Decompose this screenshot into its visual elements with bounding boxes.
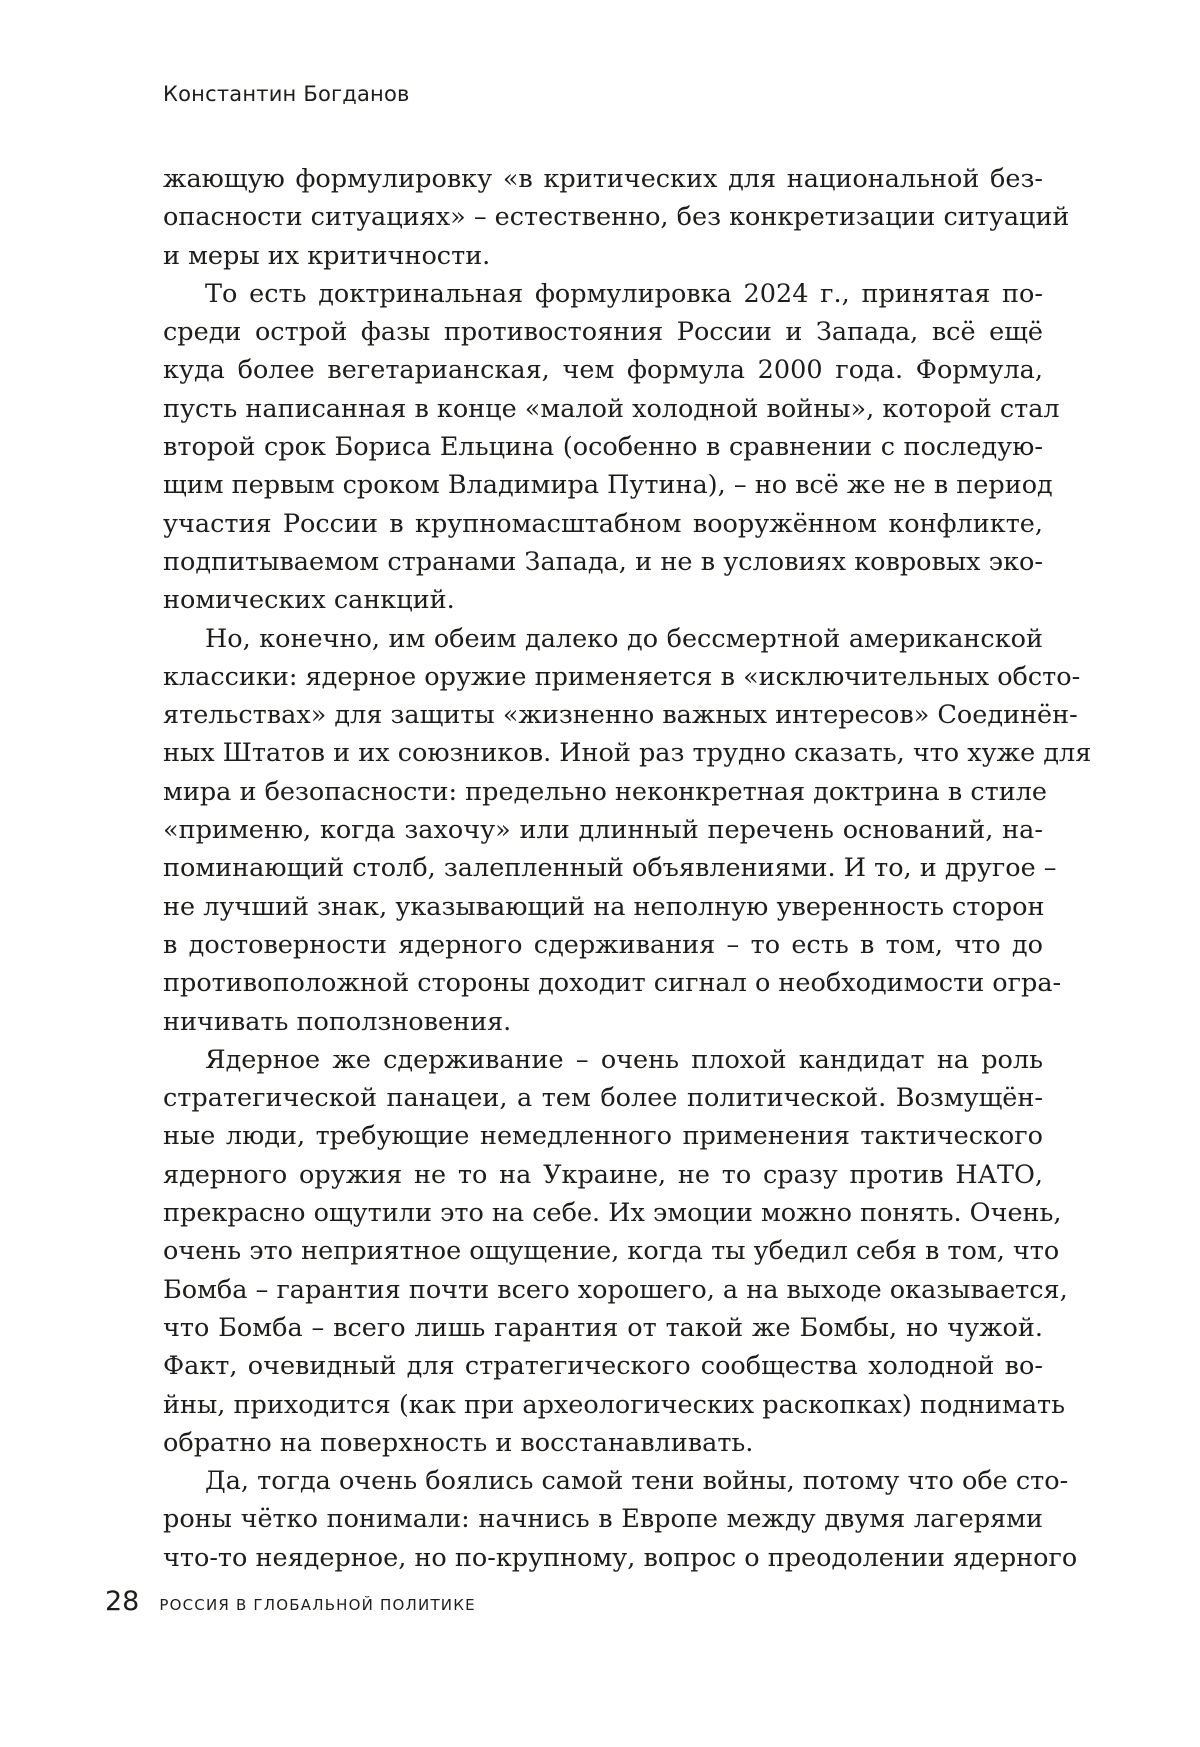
- text-line: йны, приходится (как при археологических раскопках) поднимать: [163, 1386, 1043, 1424]
- text-line: что-то неядерное, но по-крупному, вопрос о преодолении ядерного: [163, 1539, 1043, 1577]
- text-line: «применю, когда захочу» или длинный перечень оснований, на-: [163, 811, 1043, 849]
- text-line: среди острой фазы противостояния России и Запада, всё ещё: [163, 313, 1043, 351]
- text-line: Бомба – гарантия почти всего хорошего, а на выходе оказывается,: [163, 1271, 1043, 1309]
- text-line: ничивать поползновения.: [163, 1003, 1043, 1041]
- text-line: ные люди, требующие немедленного применения тактического: [163, 1117, 1043, 1155]
- paragraph: [163, 620, 1043, 1041]
- text-line: жающую формулировку «в критических для национальной без-: [163, 160, 1043, 198]
- journal-title: РОССИЯ В ГЛОБАЛЬНОЙ ПОЛИТИКЕ: [159, 1596, 475, 1614]
- text-line: поминающий столб, залепленный объявлениями. И то, и другое –: [163, 849, 1043, 887]
- text-line: обратно на поверхность и восстанавливать.: [163, 1424, 1043, 1462]
- paragraph: [163, 1462, 1043, 1577]
- text-line: второй срок Бориса Ельцина (особенно в сравнении с последую-: [163, 428, 1043, 466]
- text-line: подпитываемом странами Запада, и не в условиях ковровых эко-: [163, 543, 1043, 581]
- text-line: То есть доктринальная формулировка 2024 г., принятая по-: [163, 275, 1043, 313]
- text-line: в достоверности ядерного сдерживания – то есть в том, что до: [163, 926, 1043, 964]
- text-line: роны чётко понимали: начнись в Европе между двумя лагерями: [163, 1500, 1043, 1538]
- paragraph: [163, 160, 1043, 275]
- text-line: не лучший знак, указывающий на неполную уверенность сторон: [163, 888, 1043, 926]
- text-line: участия России в крупномасштабном вооружённом конфликте,: [163, 505, 1043, 543]
- text-line: Но, конечно, им обеим далеко до бессмертной американской: [163, 620, 1043, 658]
- text-line: что Бомба – всего лишь гарантия от такой же Бомбы, но чужой.: [163, 1309, 1043, 1347]
- paragraph: [163, 275, 1043, 620]
- text-line: щим первым сроком Владимира Путина), – но всё же не в период: [163, 466, 1043, 504]
- text-line: стратегической панацеи, а тем более политической. Возмущён-: [163, 1079, 1043, 1117]
- text-line: номических санкций.: [163, 581, 1043, 619]
- running-head-author: Константин Богданов: [163, 82, 410, 106]
- page-number: 28: [105, 1586, 139, 1617]
- paragraph: [163, 1041, 1043, 1462]
- text-line: куда более вегетарианская, чем формула 2000 года. Формула,: [163, 351, 1043, 389]
- text-line: мира и безопасности: предельно неконкретная доктрина в стиле: [163, 773, 1043, 811]
- page-footer: [105, 1586, 476, 1617]
- body-text: [163, 160, 1043, 1577]
- text-line: ных Штатов и их союзников. Иной раз трудно сказать, что хуже для: [163, 734, 1043, 772]
- text-line: и меры их критичности.: [163, 237, 1043, 275]
- text-line: классики: ядерное оружие применяется в «исключительных обсто-: [163, 658, 1043, 696]
- text-line: противоположной стороны доходит сигнал о необходимости огра-: [163, 964, 1043, 1002]
- book-page: [0, 0, 1200, 1747]
- text-line: Факт, очевидный для стратегического сообщества холодной во-: [163, 1347, 1043, 1385]
- text-line: Да, тогда очень боялись самой тени войны, потому что обе сто-: [163, 1462, 1043, 1500]
- text-line: ятельствах» для защиты «жизненно важных интересов» Соединён-: [163, 696, 1043, 734]
- text-line: ядерного оружия не то на Украине, не то сразу против НАТО,: [163, 1156, 1043, 1194]
- text-line: очень это неприятное ощущение, когда ты убедил себя в том, что: [163, 1232, 1043, 1270]
- text-line: пусть написанная в конце «малой холодной войны», которой стал: [163, 390, 1043, 428]
- text-line: прекрасно ощутили это на себе. Их эмоции можно понять. Очень,: [163, 1194, 1043, 1232]
- text-line: опасности ситуациях» – естественно, без конкретизации ситуаций: [163, 198, 1043, 236]
- text-line: Ядерное же сдерживание – очень плохой кандидат на роль: [163, 1041, 1043, 1079]
